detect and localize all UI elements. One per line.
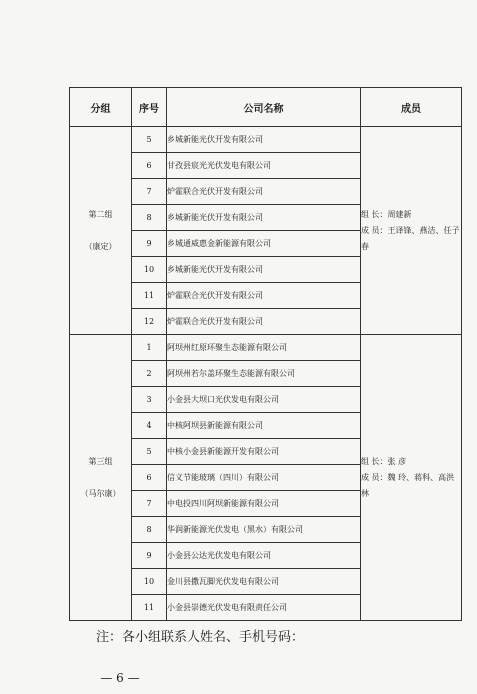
company-cell: 信义节能玻璃（四川）有限公司 — [167, 465, 361, 491]
company-cell: 小金县公达光伏发电有限公司 — [167, 543, 361, 569]
company-cell: 甘孜县宸光光伏发电有限公司 — [167, 153, 361, 179]
company-cell: 乡城新能光伏开发有限公司 — [167, 257, 361, 283]
seq-cell: 5 — [132, 439, 167, 465]
company-cell: 华润新能源光伏发电（黑水）有限公司 — [167, 517, 361, 543]
company-cell: 中核阿坝县新能源有限公司 — [167, 413, 361, 439]
header-company: 公司名称 — [167, 88, 361, 127]
seq-cell: 6 — [132, 153, 167, 179]
group-cell — [70, 335, 132, 621]
members-cell — [361, 127, 462, 335]
seq-cell: 4 — [132, 413, 167, 439]
seq-cell: 6 — [132, 465, 167, 491]
seq-cell: 11 — [132, 283, 167, 309]
seq-cell: 5 — [132, 127, 167, 153]
table-header-row — [70, 88, 462, 127]
company-cell: 炉霍联合光伏开发有限公司 — [167, 179, 361, 205]
header-seq: 序号 — [132, 88, 167, 127]
group-leader: 组 长：张 彦 — [361, 456, 407, 466]
seq-cell: 10 — [132, 569, 167, 595]
group-region: （康定） — [84, 241, 117, 251]
company-cell: 小金县崇德光伏发电有限责任公司 — [167, 595, 361, 621]
header-group: 分组 — [70, 88, 132, 127]
seq-cell: 7 — [132, 491, 167, 517]
company-cell: 炉霍联合光伏开发有限公司 — [167, 283, 361, 309]
group-cell — [70, 127, 132, 335]
seq-cell: 10 — [132, 257, 167, 283]
contact-note: 注：各小组联系人姓名、手机号码： — [96, 630, 305, 645]
company-cell: 中核小金县新能源开发有限公司 — [167, 439, 361, 465]
members-cell — [361, 335, 462, 621]
table-row — [70, 335, 462, 361]
company-cell: 乡城新能光伏开发有限公司 — [167, 127, 361, 153]
seq-cell: 11 — [132, 595, 167, 621]
page-number: — 6 — — [100, 671, 140, 685]
group-members: 成 员：王译锋、燕洁、任子春 — [361, 225, 460, 251]
seq-cell: 9 — [132, 231, 167, 257]
seq-cell: 12 — [132, 309, 167, 335]
seq-cell: 7 — [132, 179, 167, 205]
company-cell: 金川县撒瓦脚光伏发电有限公司 — [167, 569, 361, 595]
company-cell: 阿坝州红原环聚生态能源有限公司 — [167, 335, 361, 361]
company-cell: 炉霍联合光伏开发有限公司 — [167, 309, 361, 335]
seq-cell: 2 — [132, 361, 167, 387]
company-cell: 中电投四川阿坝新能源有限公司 — [167, 491, 361, 517]
group-name: 第三组 — [88, 456, 113, 466]
company-cell: 乡城通威惠金新能源有限公司 — [167, 231, 361, 257]
table-row — [70, 127, 462, 153]
seq-cell: 3 — [132, 387, 167, 413]
company-cell: 小金县大坝口光伏发电有限公司 — [167, 387, 361, 413]
seq-cell: 8 — [132, 517, 167, 543]
seq-cell: 1 — [132, 335, 167, 361]
seq-cell: 9 — [132, 543, 167, 569]
seq-cell: 8 — [132, 205, 167, 231]
group-name: 第二组 — [88, 209, 113, 219]
group-members: 成 员：魏 玲、蒋科、高洪林 — [361, 472, 455, 498]
company-cell: 乡城新能光伏开发有限公司 — [167, 205, 361, 231]
company-group-table — [69, 87, 462, 621]
header-members: 成员 — [361, 88, 462, 127]
group-leader: 组 长：周建新 — [361, 209, 412, 219]
company-cell: 阿坝州若尔盖环聚生态能源有限公司 — [167, 361, 361, 387]
group-region: （马尔康） — [80, 488, 121, 498]
